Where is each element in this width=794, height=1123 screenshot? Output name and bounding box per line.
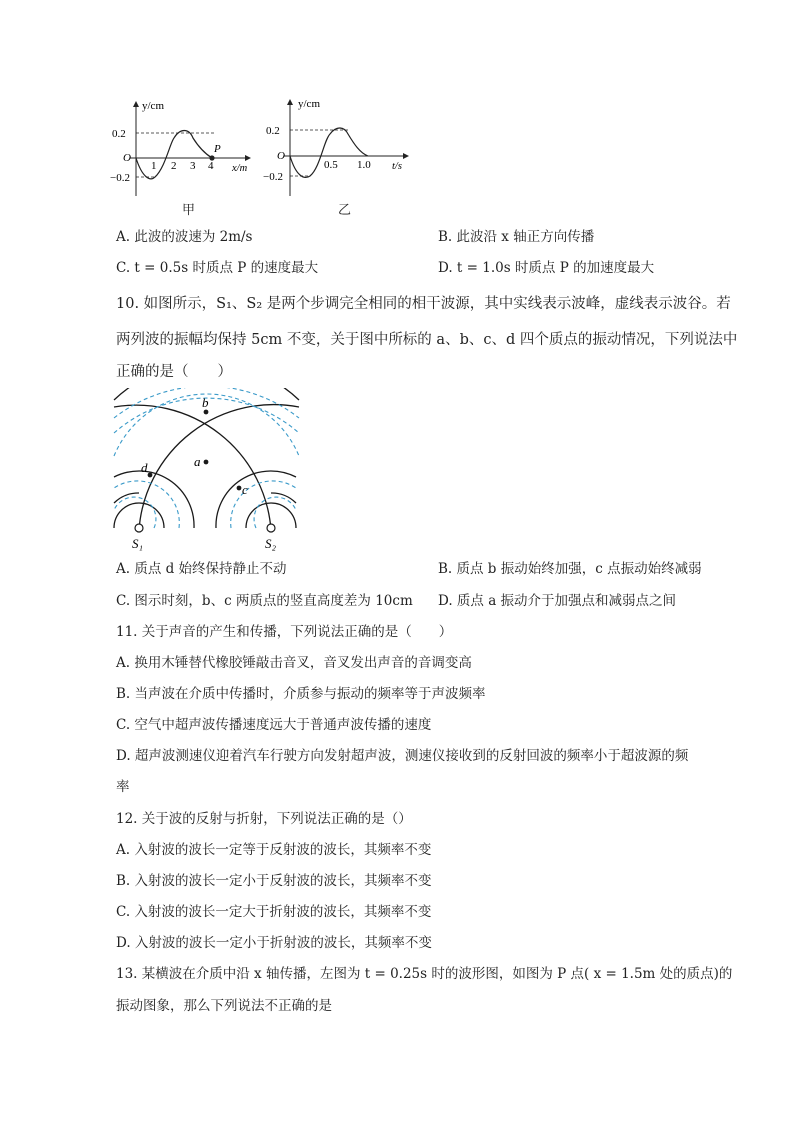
q11-option-c: C. 空气中超声波传播速度远大于普通声波传播的速度 [116,717,432,733]
y-axis-label: y/cm [142,100,164,112]
y-tick-top: 0.2 [266,125,280,137]
q10-option-b: B. 质点 b 振动始终加强，c 点振动始终减弱 [438,561,702,577]
q9-option-b: B. 此波沿 x 轴正方向传播 [438,229,595,245]
q11-option-d-line2: 率 [116,779,130,795]
label-a: a [194,454,201,469]
q13-stem-line2: 振动图象，那么下列说法不正确的是 [116,998,332,1014]
origin-label: O [277,150,285,162]
q12-option-a: A. 入射波的波长一定等于反射波的波长，其频率不变 [116,842,432,858]
x-tick-3: 3 [190,160,196,172]
y-tick-top: 0.2 [112,128,126,140]
q10-stem-line3: 正确的是（ ） [116,364,232,380]
label-c: c [242,482,248,497]
point-a [204,460,209,465]
q11-stem: 11. 关于声音的产生和传播，下列说法正确的是（ ） [116,624,453,640]
q10-stem-line2: 两列波的振幅均保持 5cm 不变，关于图中所标的 a、b、c、d 四个质点的振动情况，下列说法中 [116,332,738,348]
point-b [204,410,209,415]
t-tick-0.5: 0.5 [324,159,338,171]
t-axis-label: t/s [392,161,402,172]
caption-jia: 甲 [182,203,196,218]
caption-yi: 乙 [338,203,352,218]
y-tick-bottom: −0.2 [110,172,130,184]
source-s1 [135,524,143,532]
point-c [237,486,242,491]
q11-option-b: B. 当声波在介质中传播时，介质参与振动的频率等于声波频率 [116,686,486,702]
label-s1: S₁ [132,536,144,551]
x-tick-1: 1 [151,160,157,172]
q13-stem-line1: 13. 某横波在介质中沿 x 轴传播，左图为 t = 0.25s 时的波形图，如图为 P 点( x = 1.5m 处的质点)的 [116,966,733,982]
q9-option-a: A. 此波的波速为 2m/s [116,229,253,245]
q9-option-d: D. t = 1.0s 时质点 P 的加速度最大 [438,260,655,276]
q9-option-c: C. t = 0.5s 时质点 P 的速度最大 [116,260,319,276]
label-s2: S₂ [265,536,277,551]
vibration-graph-yi [258,96,418,204]
q10-stem-line1: 10. 如图所示，S₁、S₂ 是两个步调完全相同的相干波源，其中实线表示波峰，虚线表示波谷。若 [116,296,731,312]
interference-figure [108,388,308,554]
label-d: d [141,460,148,475]
q12-option-d: D. 入射波的波长一定小于折射波的波长，其频率不变 [116,935,432,951]
q12-stem: 12. 关于波的反射与折射，下列说法正确的是（） [116,811,412,827]
origin-label: O [123,152,131,164]
q10-option-c: C. 图示时刻，b、c 两质点的竖直高度差为 10cm [116,593,413,609]
x-tick-2: 2 [171,160,177,172]
x-axis-label: x/m [232,163,248,174]
wave-graph-jia [110,98,260,203]
q12-option-c: C. 入射波的波长一定大于折射波的波长，其频率不变 [116,904,432,920]
x-tick-4: 4 [208,160,214,172]
t-tick-1.0: 1.0 [357,159,371,171]
point-p-label: P [214,143,221,155]
point-d [148,473,153,478]
q11-option-d-line1: D. 超声波测速仪迎着汽车行驶方向发射超声波，测速仪接收到的反射回波的频率小于超波源的频 [116,748,689,764]
y-tick-bottom: −0.2 [263,171,283,183]
q10-option-a: A. 质点 d 始终保持静止不动 [116,561,287,577]
source-s2 [267,524,275,532]
q11-option-a: A. 换用木锤替代橡胶锤敲击音叉，音叉发出声音的音调变高 [116,655,472,671]
y-axis-label: y/cm [298,98,320,110]
label-b: b [202,395,209,410]
q10-option-d: D. 质点 a 振动介于加强点和减弱点之间 [438,593,677,609]
q12-option-b: B. 入射波的波长一定小于反射波的波长，其频率不变 [116,873,432,889]
